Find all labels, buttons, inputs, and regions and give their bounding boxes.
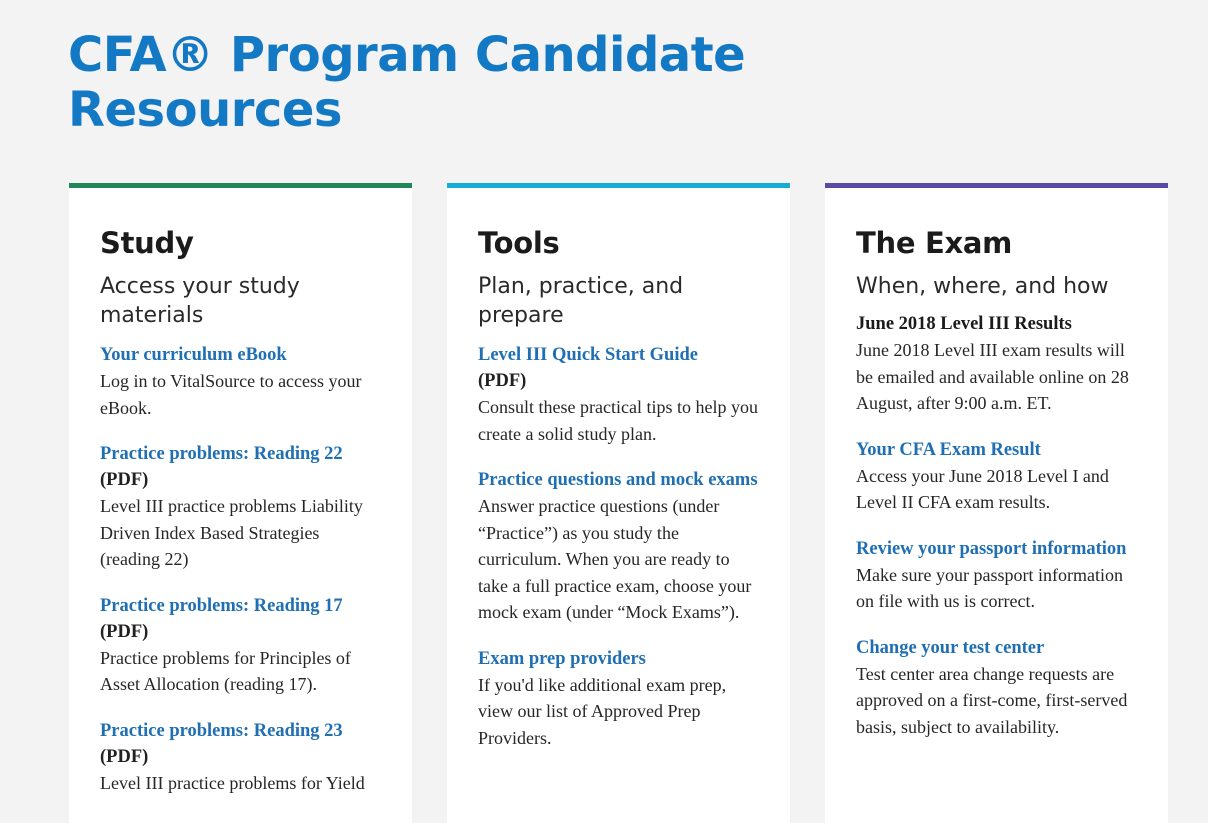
practice-reading-22-desc: Level III practice problems Liability Driven Index Based Strategies (reading 22) <box>100 496 363 569</box>
curriculum-ebook-desc: Log in to VitalSource to access your eBook. <box>100 371 362 418</box>
practice-reading-22-link[interactable]: Practice problems: Reading 22 <box>100 444 343 464</box>
passport-info-link[interactable]: Review your passport information <box>856 538 1127 559</box>
study-card <box>69 183 412 823</box>
exam-heading: The Exam <box>856 226 1013 260</box>
exam-prep-providers-link[interactable]: Exam prep providers <box>478 648 646 669</box>
tools-heading: Tools <box>478 226 560 260</box>
curriculum-ebook-link[interactable]: Your curriculum eBook <box>100 345 287 365</box>
exam-card <box>825 183 1168 823</box>
study-subtitle: Access your study materials <box>100 274 300 328</box>
page-title: CFA® Program Candidate Resources <box>68 27 746 138</box>
study-item-reading-23 <box>100 718 382 797</box>
quick-start-guide-link[interactable]: Level III Quick Start Guide <box>478 345 698 365</box>
study-item-reading-17 <box>100 593 382 698</box>
tools-subtitle: Plan, practice, and prepare <box>478 274 684 328</box>
exam-item-result <box>856 437 1138 516</box>
pdf-tag: (PDF) <box>100 470 149 490</box>
exam-item-results <box>856 311 1138 417</box>
practice-mock-exams-desc: Answer practice questions (under “Practice”) as you study the curriculum. When you are ready to take a full practice exam, choose your mock exam (under “Mock Exams”). <box>478 496 752 622</box>
practice-reading-23-desc: Level III practice problems for Yield <box>100 772 365 793</box>
pdf-tag: (PDF) <box>478 371 527 391</box>
change-test-center-link[interactable]: Change your test center <box>856 637 1045 658</box>
exam-item-test-center <box>856 635 1138 741</box>
practice-reading-17-desc: Practice problems for Principles of Asset Allocation (reading 17). <box>100 647 351 694</box>
study-item-reading-22 <box>100 441 382 573</box>
exam-subtitle: When, where, and how <box>856 274 1109 299</box>
results-desc: June 2018 Level III exam results will be emailed and available online on 28 August, after 9:00 a.m. ET. <box>856 340 1129 413</box>
tools-card <box>447 183 790 823</box>
exam-result-link[interactable]: Your CFA Exam Result <box>856 439 1041 460</box>
results-heading: June 2018 Level III Results <box>856 314 1072 334</box>
study-heading: Study <box>100 226 194 260</box>
pdf-tag: (PDF) <box>100 621 149 642</box>
tools-item-quick-start <box>478 342 760 447</box>
pdf-tag: (PDF) <box>100 746 149 767</box>
tools-item-practice-mock <box>478 467 760 626</box>
quick-start-guide-desc: Consult these practical tips to help you create a solid study plan. <box>478 397 758 444</box>
study-item-ebook <box>100 342 382 421</box>
exam-prep-providers-desc: If you'd like additional exam prep, view our list of Approved Prep Providers. <box>478 674 727 748</box>
change-test-center-desc: Test center area change requests are approved on a first-come, first-served basis, subject to availability. <box>856 663 1128 737</box>
practice-reading-17-link[interactable]: Practice problems: Reading 17 <box>100 595 343 616</box>
exam-result-desc: Access your June 2018 Level I and Level II CFA exam results. <box>856 465 1109 512</box>
practice-mock-exams-link[interactable]: Practice questions and mock exams <box>478 470 758 490</box>
passport-info-desc: Make sure your passport information on file with us is correct. <box>856 564 1123 611</box>
tools-item-prep-providers <box>478 646 760 752</box>
practice-reading-23-link[interactable]: Practice problems: Reading 23 <box>100 720 343 741</box>
exam-item-passport <box>856 536 1138 615</box>
